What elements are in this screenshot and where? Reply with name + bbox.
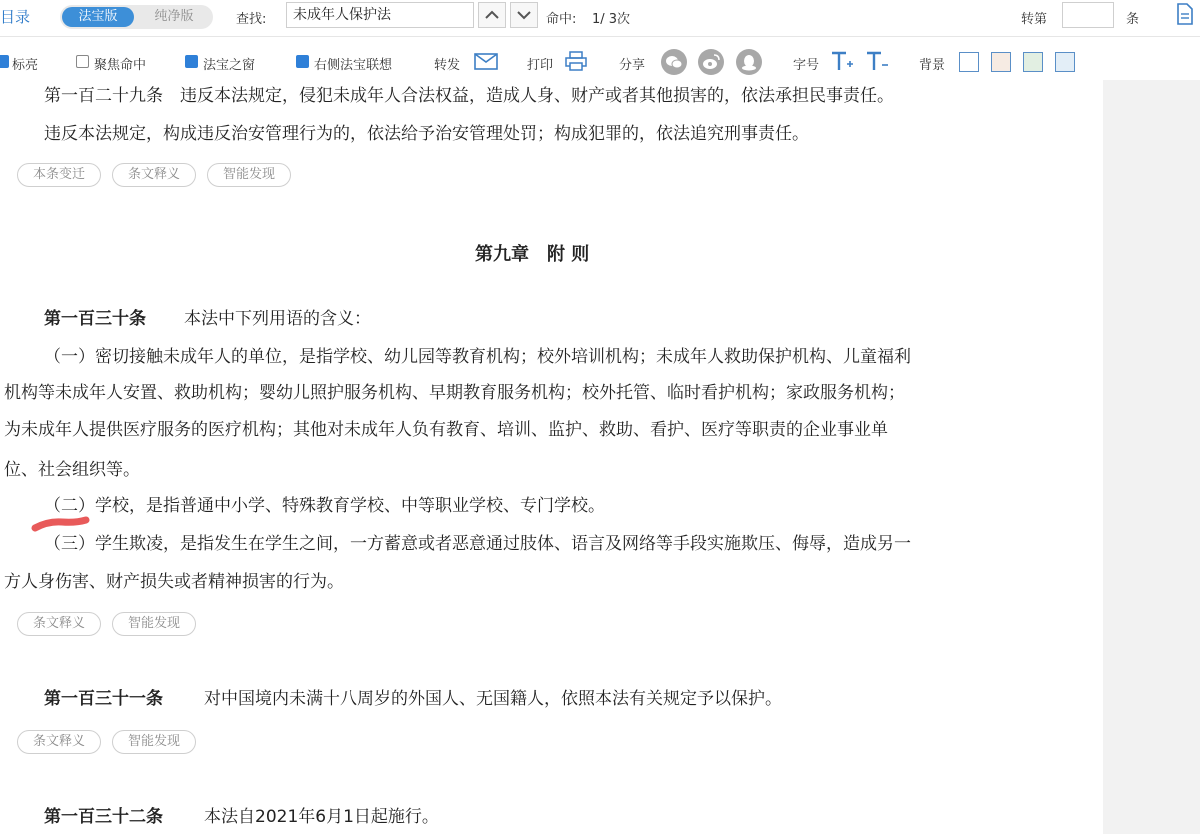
article-130-heading: 第一百三十条 [44, 309, 146, 329]
fontsize-label: 字号 [793, 58, 820, 73]
version-plain-button[interactable]: 纯净版 [154, 9, 194, 24]
article-130-item3-line1: （三）学生欺凌，是指发生在学生之间，一方蓄意或者恶意通过肢体、语言及网络等手段实施欺压、侮辱，造成另一 [44, 534, 911, 554]
search-input[interactable]: 未成年人保护法 [286, 2, 474, 28]
article-130-item1-line4: 位、社会组织等。 [4, 460, 140, 480]
hit-label: 命中: [546, 12, 577, 27]
pen-mark [30, 512, 92, 538]
article-129-line-2: 违反本法规定，构成违反治安管理行为的，依法给予治安管理处罚；构成犯罪的，依法追究刑事责任。 [44, 124, 809, 144]
article-132-text: 本法自2021年6月1日起施行。 [204, 807, 439, 827]
law-text-pane [0, 80, 1103, 834]
background-label: 背景 [919, 58, 946, 73]
focus-hit-label: 聚焦命中 [94, 58, 147, 73]
bg-swatch-white[interactable] [959, 52, 979, 72]
bg-swatch-green[interactable] [1023, 52, 1043, 72]
article-130-item1-line2: 机构等未成年人安置、救助机构；婴幼儿照护服务机构、早期教育服务机构；校外托管、临时看护机构；家政服务机构； [4, 383, 905, 403]
document-icon[interactable] [1176, 3, 1194, 25]
printer-icon[interactable] [565, 51, 587, 71]
article-132-heading: 第一百三十二条 [44, 807, 163, 827]
wechat-icon[interactable] [661, 49, 687, 75]
bg-swatch-blue[interactable] [1055, 52, 1075, 72]
article-130-item3-line2: 方人身伤害、财产损失或者精神损害的行为。 [4, 572, 344, 592]
qq-icon[interactable] [736, 49, 762, 75]
right-assoc-checkbox[interactable] [296, 55, 309, 68]
print-label: 打印 [527, 58, 554, 73]
hit-count: 1/ 3次 [592, 12, 631, 27]
pill-interpretation[interactable]: 条文释义 [17, 730, 101, 754]
pill-smart-discover[interactable]: 智能发现 [112, 612, 196, 636]
top-toolbar [0, 0, 1200, 37]
version-fabao-button[interactable]: 法宝版 [62, 7, 134, 27]
weibo-glyph [698, 49, 724, 75]
fabao-window-checkbox[interactable] [185, 55, 198, 68]
pill-interpretation[interactable]: 条文释义 [112, 163, 196, 187]
search-label: 查找: [236, 12, 267, 27]
fabao-window-label: 法宝之窗 [203, 58, 256, 73]
right-assoc-label: 右侧法宝联想 [314, 58, 393, 73]
article-129-line-1: 第一百二十九条 违反本法规定，侵犯未成年人合法权益，造成人身、财产或者其他损害的，依法承担民事责任。 [44, 86, 894, 106]
right-gutter [1103, 80, 1200, 834]
pill-smart-discover[interactable]: 智能发现 [207, 163, 291, 187]
next-hit-button[interactable] [510, 2, 538, 28]
mail-icon[interactable] [474, 53, 498, 70]
article-130-item1-line3: 为未成年人提供医疗服务的医疗机构；其他对未成年人负有教育、培训、监护、救助、看护、医疗等职责的企业事业单 [4, 420, 888, 440]
article-131-text: 对中国境内未满十八周岁的外国人、无国籍人，依照本法有关规定予以保护。 [204, 689, 782, 709]
font-increase-icon[interactable] [830, 50, 854, 72]
bg-swatch-beige[interactable] [991, 52, 1011, 72]
article-130-item1-line1: （一）密切接触未成年人的单位，是指学校、幼儿园等教育机构；校外培训机构；未成年人救助保护机构、儿童福利 [44, 347, 911, 367]
toc-link[interactable]: 目录 [0, 8, 31, 26]
highlight-label: 标亮 [12, 58, 39, 73]
article-131-heading: 第一百三十一条 [44, 689, 163, 709]
share-label: 分享 [619, 58, 646, 73]
goto-article-input[interactable] [1062, 2, 1114, 28]
highlight-checkbox[interactable] [0, 55, 9, 68]
wechat-glyph [661, 49, 687, 75]
goto-label: 转第 [1021, 12, 1048, 27]
font-decrease-icon[interactable] [865, 50, 889, 72]
chevron-down-icon [511, 3, 537, 27]
goto-unit: 条 [1126, 12, 1140, 27]
pill-interpretation[interactable]: 条文释义 [17, 612, 101, 636]
chapter-title: 第九章 附 则 [475, 244, 590, 265]
article-130-item2: （二）学校，是指普通中小学、特殊教育学校、中等职业学校、专门学校。 [44, 496, 605, 516]
focus-hit-checkbox[interactable] [76, 55, 89, 68]
qq-glyph [736, 49, 762, 75]
pill-article-history[interactable]: 本条变迁 [17, 163, 101, 187]
article-130-intro: 本法中下列用语的含义： [184, 309, 371, 329]
options-toolbar [0, 44, 1200, 80]
chevron-up-icon [479, 3, 505, 27]
pill-smart-discover[interactable]: 智能发现 [112, 730, 196, 754]
prev-hit-button[interactable] [478, 2, 506, 28]
forward-label: 转发 [434, 58, 461, 73]
weibo-icon[interactable] [698, 49, 724, 75]
